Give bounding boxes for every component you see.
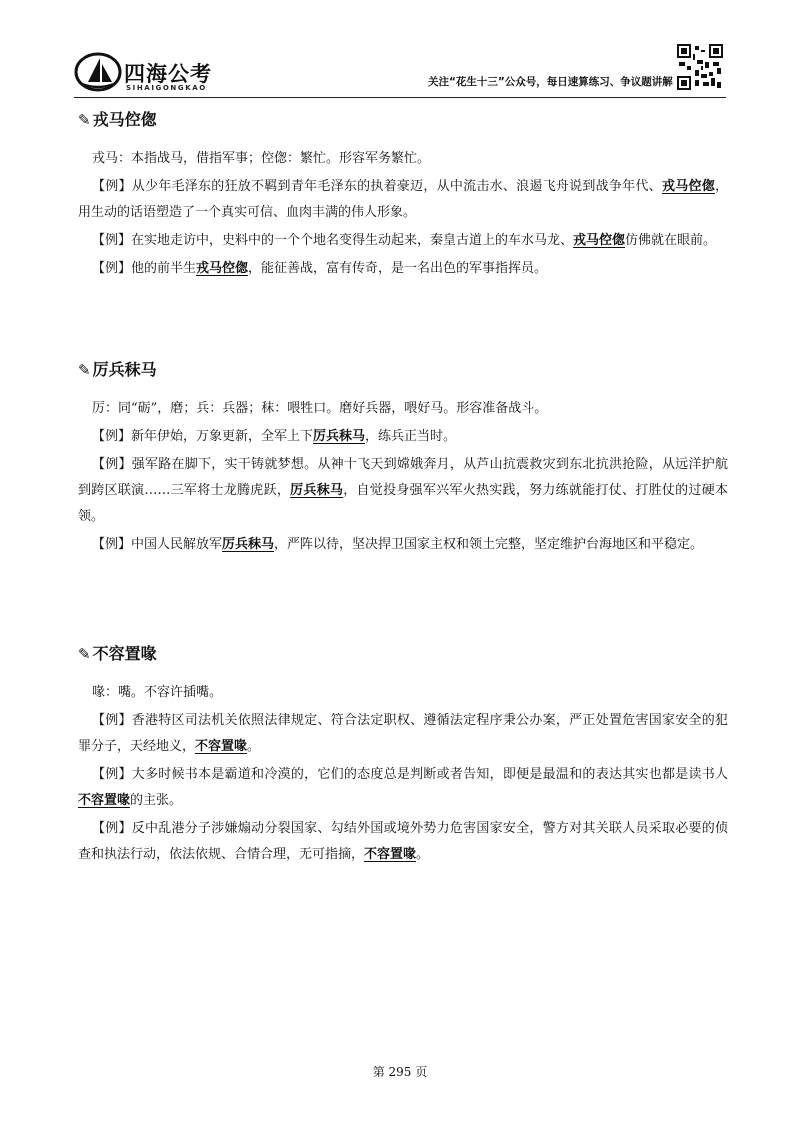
keyword: 厉兵秣马 [290, 483, 344, 498]
idiom-definition: 戎马：本指战马，借指军事；倥偬：繁忙。形容军务繁忙。 [92, 151, 431, 166]
idiom-heading [78, 108, 728, 132]
idiom-section [78, 358, 728, 642]
example-sentence: 【例】他的前半生戎马倥偬，能征善战，富有传奇，是一名出色的军事指挥员。 [92, 261, 548, 276]
keyword: 戎马倥偬 [196, 261, 249, 276]
qr-code-icon [677, 44, 723, 90]
example-sentence: 【例】香港特区司法机关依照法律规定、符合法定职权、遵循法定程序秉公办案，严正处置危害国家安全的犯罪分子，天经地义，不容置喙。 [78, 713, 728, 754]
idiom-title: 戎马倥偬 [92, 110, 157, 129]
page-content [78, 108, 728, 870]
example-sentence: 【例】中国人民解放军厉兵秣马，严阵以待，坚决捍卫国家主权和领土完整，坚定维护台海地区和平稳定。 [92, 537, 704, 552]
brand-name: 四海公考 [124, 62, 212, 86]
keyword: 戎马倥偬 [661, 179, 715, 194]
example-sentence: 【例】大多时候书本是霸道和冷漠的，它们的态度总是判断或者告知，即便是最温和的表达其实也都是读书人不容置喙的主张。 [78, 767, 728, 808]
header-slogan: 关注“花生十三”公众号，每日速算练习、争议题讲解 [428, 76, 673, 88]
idiom-heading [78, 642, 728, 666]
keyword: 厉兵秣马 [313, 429, 366, 444]
example-sentence: 【例】在实地走访中，史料中的一个个地名变得生动起来，秦皇古道上的车水马龙、戎马倥偬仿佛就在眼前。 [92, 233, 717, 248]
idiom-definition: 厉：同“砺”，磨；兵：兵器；秣：喂牲口。磨好兵器，喂好马。形容准备战斗。 [92, 401, 548, 416]
keyword: 不容置喙 [195, 739, 248, 754]
idiom-definition: 喙：嘴。不容许插嘴。 [92, 685, 223, 700]
example-sentence: 【例】从少年毛泽东的狂放不羁到青年毛泽东的执着豪迈，从中流击水、浪遏飞舟说到战争年代、戎马倥偬，用生动的话语塑造了一个真实可信、血肉丰满的伟人形象。 [78, 179, 728, 220]
sailboat-logo-icon [74, 52, 122, 92]
pencil-icon: ✎ [78, 111, 91, 129]
example-sentence: 【例】反中乱港分子涉嫌煽动分裂国家、勾结外国或境外势力危害国家安全，警方对其关联人员采取必要的侦查和执法行动，依法依规、合情合理，无可指摘，不容置喙。 [78, 821, 728, 862]
brand-pinyin: SIHAIGONGKAO [126, 84, 207, 92]
page-number: 第 295 页 [372, 1065, 428, 1079]
idiom-section [78, 108, 728, 358]
keyword: 不容置喙 [78, 793, 131, 808]
example-sentence: 【例】新年伊始，万象更新，全军上下厉兵秣马，练兵正当时。 [92, 429, 457, 444]
idiom-title: 厉兵秣马 [92, 360, 157, 379]
idiom-heading [78, 358, 728, 382]
keyword: 不容置喙 [364, 847, 417, 862]
pencil-icon: ✎ [78, 645, 91, 663]
page-header [0, 0, 800, 100]
keyword: 戎马倥偬 [573, 233, 626, 248]
header-divider [74, 97, 726, 98]
idiom-section [78, 642, 728, 868]
keyword: 厉兵秣马 [222, 537, 275, 552]
example-sentence: 【例】强军路在脚下，实干铸就梦想。从神十飞天到嫦娥奔月，从芦山抗震救灾到东北抗洪抢险，从远洋护航到跨区联演……三军将士龙腾虎跃，厉兵秣马，自觉投身强军兴军火热实践，努力练就能打仗、打胜仗的过硬本领。 [78, 457, 728, 524]
idiom-title: 不容置喙 [92, 644, 157, 663]
pencil-icon: ✎ [78, 361, 91, 379]
